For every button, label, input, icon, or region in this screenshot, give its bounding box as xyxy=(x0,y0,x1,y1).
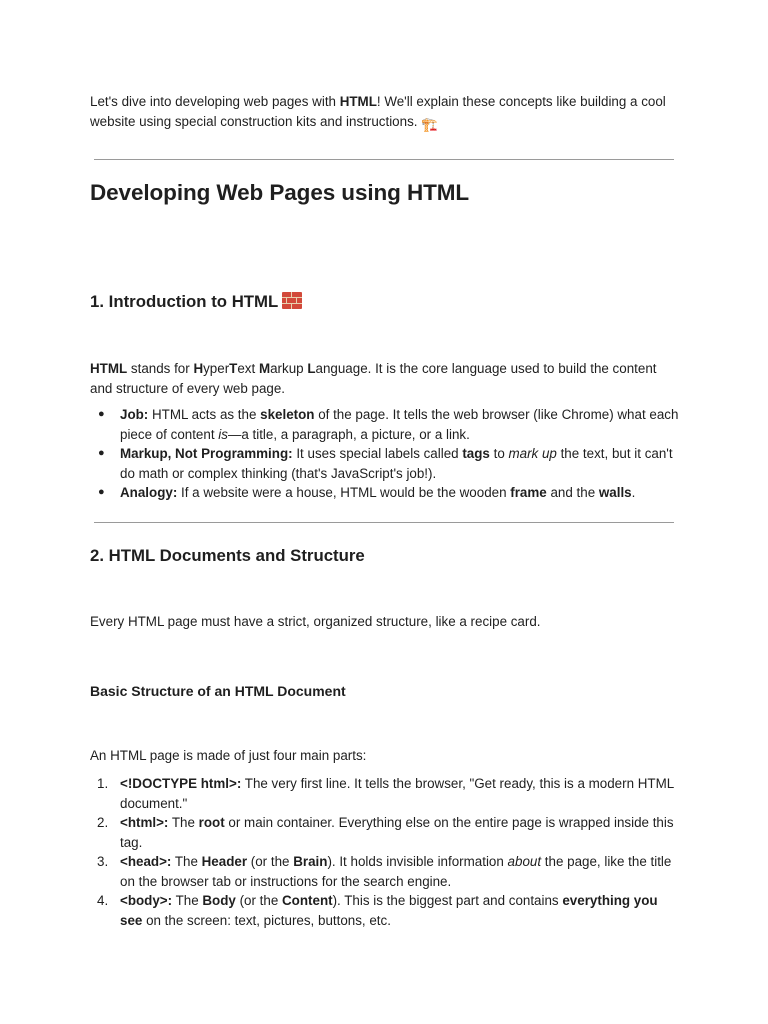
item-label: Job: xyxy=(120,407,149,422)
bold-text: root xyxy=(198,815,225,830)
number-marker: 3. xyxy=(97,854,109,869)
text: The very first line. It tells the browser, "Get ready, this is a modern HTML document." xyxy=(120,776,674,811)
bold-text: walls xyxy=(598,485,632,500)
bold-text: skeleton xyxy=(260,407,315,422)
text: It uses special labels called xyxy=(292,446,463,461)
bold-text: Body xyxy=(202,893,236,908)
section-1-paragraph xyxy=(90,359,680,398)
list-item xyxy=(90,774,680,813)
letter-t: T xyxy=(229,361,238,376)
italic-text: mark up xyxy=(508,446,557,461)
number-marker: 1. xyxy=(97,776,109,791)
number-marker: 2. xyxy=(97,815,109,830)
bold-text: Header xyxy=(201,854,248,869)
text: yper xyxy=(203,361,230,376)
text: or main container. Everything else on the entire page is wrapped inside this tag. xyxy=(120,815,674,850)
text: to xyxy=(489,446,509,461)
list-item xyxy=(90,444,680,483)
item-label: <html>: xyxy=(120,815,169,830)
section-2-lead: An HTML page is made of just four main parts: xyxy=(90,748,367,763)
intro-html-bold: HTML xyxy=(339,94,377,109)
structure-numbered-list xyxy=(90,774,680,930)
letter-h: H xyxy=(193,361,204,376)
item-label: <body>: xyxy=(120,893,173,908)
section-2-heading: 2. HTML Documents and Structure xyxy=(90,546,365,565)
item-label: <head>: xyxy=(120,854,172,869)
text: (or the xyxy=(247,854,294,869)
text: ). It holds invisible information xyxy=(327,854,508,869)
text: anguage. It is the core language used to build the content and structure of every web page. xyxy=(90,361,657,396)
bullet-marker: ● xyxy=(98,447,105,459)
italic-text: is xyxy=(218,426,228,442)
text: arkup xyxy=(270,361,308,376)
section-2-paragraph: Every HTML page must have a strict, organized structure, like a recipe card. xyxy=(90,614,541,629)
divider xyxy=(94,159,674,160)
section-2-subheading: Basic Structure of an HTML Document xyxy=(90,683,346,699)
bullet-marker: ● xyxy=(98,408,105,420)
text: (or the xyxy=(235,893,283,908)
item-label: <!DOCTYPE html>: xyxy=(120,776,242,791)
text: ext xyxy=(237,361,259,376)
number-marker: 4. xyxy=(97,893,109,908)
item-label: Analogy: xyxy=(120,485,178,500)
item-label: Markup, Not Programming: xyxy=(120,446,293,461)
letter-l: L xyxy=(307,361,316,376)
intro-paragraph xyxy=(90,92,680,134)
text: If a website were a house, HTML would be the wooden xyxy=(177,485,511,500)
bold-text: tags xyxy=(462,446,490,461)
html-bold: HTML xyxy=(90,361,128,376)
section-1-bullet-list xyxy=(90,405,680,503)
text: of the page. It tells the web browser (like Chrome) what each piece of content xyxy=(120,407,679,442)
bold-text: Brain xyxy=(293,854,328,869)
section-1-heading xyxy=(90,292,302,312)
text: The xyxy=(168,815,199,830)
bullet-marker: ● xyxy=(98,486,105,498)
list-item xyxy=(90,483,680,503)
bold-text: Content xyxy=(282,893,333,908)
list-item xyxy=(90,813,680,852)
text: and the xyxy=(546,485,599,500)
section-1-heading-text: 1. Introduction to HTML xyxy=(90,292,279,311)
intro-text: Let's dive into developing web pages with xyxy=(90,94,340,109)
divider xyxy=(94,522,674,523)
italic-text: about xyxy=(507,854,542,869)
text: ). This is the biggest part and contains xyxy=(332,893,563,908)
intro-text-2: ! We'll explain these concepts like building a cool website using special construction kits and instructions. xyxy=(90,94,666,129)
text: The xyxy=(171,854,202,869)
list-item xyxy=(90,852,680,891)
bold-text: frame xyxy=(510,485,547,500)
brick-icon xyxy=(282,292,302,309)
text: stands for xyxy=(127,361,194,376)
text: the text, but it can't do math or complex thinking (that's JavaScript's job!). xyxy=(120,446,673,481)
bold-text: everything you see xyxy=(120,893,658,928)
text: on the screen: text, pictures, buttons, etc. xyxy=(142,912,391,928)
letter-m: M xyxy=(258,361,271,376)
list-item xyxy=(90,891,680,930)
text: —a title, a paragraph, a picture, or a link. xyxy=(227,426,470,442)
construction-crane-icon: 🏗️ xyxy=(421,116,438,132)
text: HTML acts as the xyxy=(148,407,261,422)
text: the page, like the title on the browser tab or instructions for the search engine. xyxy=(120,854,672,889)
text: The xyxy=(172,893,203,908)
page-title: Developing Web Pages using HTML xyxy=(90,180,470,205)
list-item xyxy=(90,405,680,444)
text: . xyxy=(631,485,636,500)
